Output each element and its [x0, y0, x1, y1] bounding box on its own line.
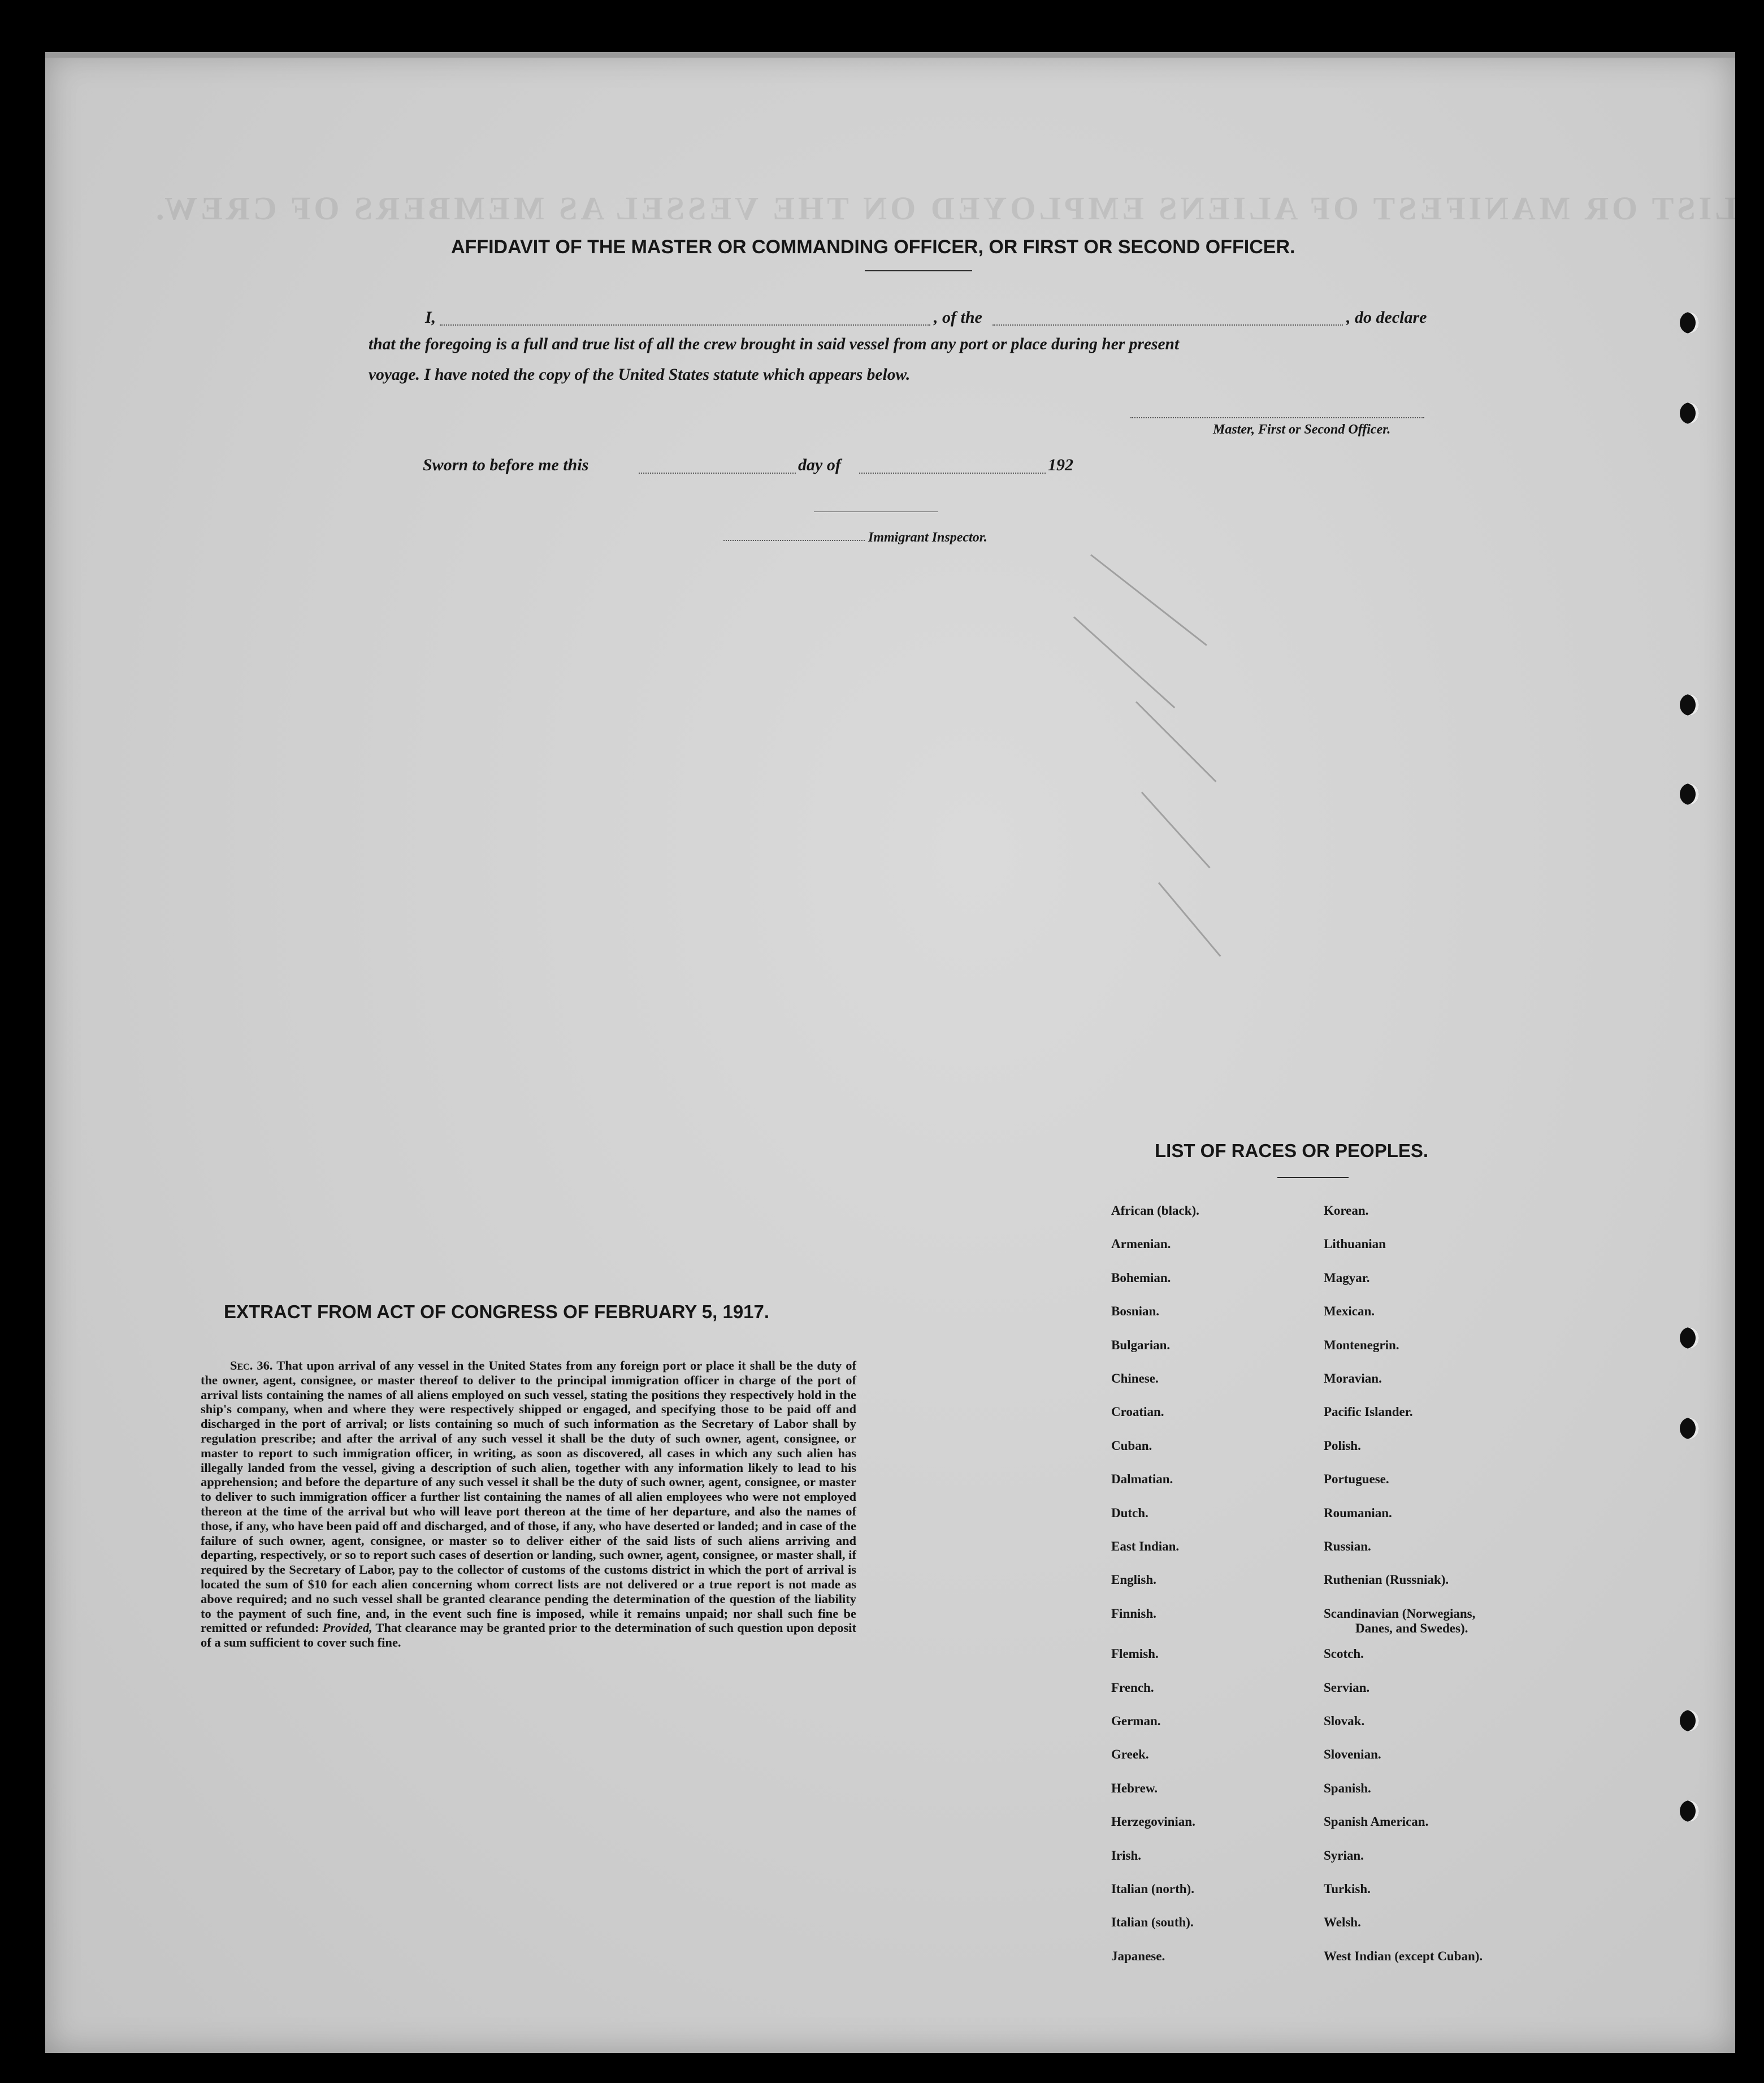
- punch-hole: [1680, 694, 1699, 716]
- sworn-prefix: Sworn to before me this: [423, 456, 589, 474]
- signature-blank: [1130, 417, 1424, 418]
- vessel-blank: [992, 324, 1343, 326]
- race-item-right: Polish.: [1324, 1438, 1361, 1453]
- affidavit-declare: , do declare: [1346, 308, 1427, 327]
- signature-label: Master, First or Second Officer.: [1213, 422, 1391, 437]
- race-item-right: Ruthenian (Russniak).: [1324, 1573, 1449, 1587]
- races-title-rule: [1277, 1177, 1349, 1178]
- race-item-left: Flemish.: [1111, 1647, 1159, 1661]
- punch-hole: [1680, 1327, 1699, 1349]
- race-item-right: Roumanian.: [1324, 1505, 1392, 1520]
- race-item-right: Servian.: [1324, 1680, 1370, 1695]
- race-item-right: West Indian (except Cuban).: [1324, 1948, 1483, 1963]
- punch-hole: [1680, 1710, 1699, 1731]
- race-item-left: Croatian.: [1111, 1405, 1164, 1419]
- extract-title: EXTRACT FROM ACT OF CONGRESS OF FEBRUARY 5, 1917.: [224, 1301, 770, 1322]
- race-item-left: Italian (north).: [1111, 1882, 1194, 1896]
- race-item-right: Scotch.: [1324, 1647, 1364, 1661]
- page-top-edge: [45, 52, 1735, 58]
- bleedthrough-header: LIST OR MANIFEST OF ALIENS EMPLOYED ON THE VESSEL AS MEMBERS OF CREW.: [153, 190, 1737, 227]
- day-blank: [639, 473, 796, 474]
- section-text: That upon arrival of any vessel in the United States from any foreign port or place it shall be the duty of the owner, agent, consignee, or master thereof to deliver to the principal immigration officer in charge of the port of arrival lists containing the names of all aliens employed on such vessel, stating the positions they respectively hold in the ship's company, when and where they were respectively shipped or engaged, and specifying those to be paid off and discharged in the port of arrival; or lists containing so much of such information as the Secretary of Labor shall by regulation prescribe; and after the arrival of any such vessel it shall be the duty of such owner, agent, consignee, or master to report to such immigration officer, in writing, as soon as discovered, all cases in which any such alien has illegally landed from the vessel, giving a description of such alien, together with any information likely to lead to his apprehension; and before the departure of any such vessel it shall be the duty of such owner, agent, consignee, or master to deliver to such immigration officer a further list containing the names of all alien employees who were not employed thereon at the time of the arrival but who will leave port thereon at the time of her departure, and also the names of those, if any, who have been paid off and discharged, and of those, if any, who have deserted or landed; and in case of the failure of such owner, agent, consignee, or master so to deliver either of the said lists of such aliens arriving and departing, respectively, or so to report such cases of desertion or landing, such owner, agent, consignee, or master shall, if required by the Secretary of Labor, pay to the collector of customs of the customs district in which the port of arrival is located the sum of $10 for each alien concerning whom correct lists are not delivered or a true report is not made as above required; and no such vessel shall be granted clearance pending the determination of the question of the liability to the payment of such fine, and, in the event such fine is imposed, while it remains unpaid; nor shall such fine be remitted or refunded:: [201, 1358, 856, 1635]
- affidavit-line3: voyage. I have noted the copy of the United States statute which appears below.: [369, 366, 911, 384]
- race-item-left: French.: [1111, 1680, 1154, 1695]
- race-item-right: Russian.: [1324, 1539, 1371, 1553]
- race-item-right: Turkish.: [1324, 1882, 1371, 1896]
- race-item-right: Scandinavian (Norwegians,: [1324, 1606, 1476, 1621]
- race-item-right: Spanish.: [1324, 1781, 1371, 1795]
- provided-label: Provided,: [322, 1621, 372, 1635]
- name-blank: [440, 324, 930, 326]
- race-continuation: Danes, and Swedes).: [1355, 1621, 1468, 1635]
- sworn-year: 192: [1048, 456, 1073, 474]
- section-label: Sec. 36.: [230, 1358, 273, 1372]
- race-item-right: Korean.: [1324, 1203, 1369, 1218]
- sworn-day-of: day of: [798, 456, 841, 474]
- extract-body: [201, 1358, 856, 1650]
- inspector-label: Immigrant Inspector.: [868, 530, 987, 545]
- race-item-left: Hebrew.: [1111, 1781, 1158, 1795]
- races-title: LIST OF RACES OR PEOPLES.: [1155, 1140, 1429, 1161]
- race-item-right: Portuguese.: [1324, 1472, 1389, 1487]
- race-item-left: Irish.: [1111, 1848, 1142, 1863]
- race-item-left: East Indian.: [1111, 1539, 1180, 1553]
- race-item-left: German.: [1111, 1714, 1161, 1728]
- race-item-left: Italian (south).: [1111, 1915, 1194, 1930]
- race-item-right: Slovenian.: [1324, 1747, 1381, 1762]
- race-item-left: Bosnian.: [1111, 1304, 1160, 1319]
- race-item-left: Cuban.: [1111, 1438, 1152, 1453]
- race-item-right: Montenegrin.: [1324, 1337, 1399, 1352]
- race-item-left: African (black).: [1111, 1203, 1199, 1218]
- race-item-left: English.: [1111, 1573, 1156, 1587]
- race-item-left: Bulgarian.: [1111, 1337, 1171, 1352]
- punch-hole: [1680, 1418, 1699, 1439]
- race-item-right: Moravian.: [1324, 1371, 1382, 1385]
- punch-hole: [1680, 402, 1699, 424]
- inspector-blank: [723, 540, 865, 541]
- race-item-left: Dutch.: [1111, 1505, 1148, 1520]
- race-item-right: Spanish American.: [1324, 1814, 1429, 1829]
- race-item-right: Syrian.: [1324, 1848, 1364, 1863]
- punch-hole: [1680, 1800, 1699, 1822]
- affidavit-line2: that the foregoing is a full and true list of all the crew brought in said vessel from any port or place during her present: [369, 335, 1180, 353]
- race-item-right: Mexican.: [1324, 1304, 1375, 1319]
- race-item-left: Herzegovinian.: [1111, 1814, 1195, 1829]
- race-item-left: Bohemian.: [1111, 1270, 1171, 1285]
- affidavit-of-the: , of the: [934, 308, 982, 327]
- affidavit-i: I,: [425, 308, 436, 327]
- race-item-right: Slovak.: [1324, 1714, 1365, 1728]
- affidavit-title-rule: [865, 270, 972, 271]
- race-item-right: Welsh.: [1324, 1915, 1361, 1930]
- race-item-left: Finnish.: [1111, 1606, 1156, 1621]
- punch-hole: [1680, 312, 1699, 334]
- race-item-left: Chinese.: [1111, 1371, 1159, 1385]
- punch-hole: [1680, 783, 1699, 805]
- race-item-right: Pacific Islander.: [1324, 1405, 1413, 1419]
- month-blank: [859, 473, 1046, 474]
- affidavit-title: AFFIDAVIT OF THE MASTER OR COMMANDING OFFICER, OR FIRST OR SECOND OFFICER.: [451, 236, 1295, 258]
- race-item-left: Dalmatian.: [1111, 1472, 1173, 1487]
- race-item-left: Japanese.: [1111, 1948, 1165, 1963]
- race-item-left: Armenian.: [1111, 1237, 1171, 1251]
- provided-text: That clearance may be granted prior to the determination of such question upon deposit of a sum sufficient to cover such fine.: [201, 1621, 857, 1650]
- race-item-left: Greek.: [1111, 1747, 1149, 1762]
- race-item-right: Magyar.: [1324, 1270, 1370, 1285]
- race-item-right: Lithuanian: [1324, 1237, 1386, 1251]
